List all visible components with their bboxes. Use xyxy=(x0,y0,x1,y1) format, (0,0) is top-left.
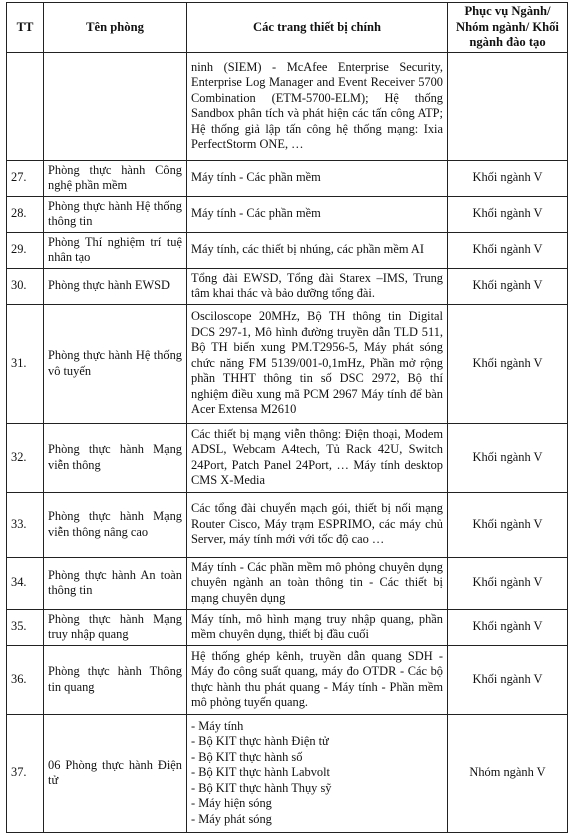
cell-serve: Khối ngành V xyxy=(448,492,568,557)
cell-serve: Khối ngành V xyxy=(448,609,568,645)
cell-tt: 34. xyxy=(7,557,44,609)
cell-serve xyxy=(448,52,568,160)
header-row xyxy=(7,3,568,53)
header-room-name: Tên phòng xyxy=(44,3,187,53)
cell-serve: Khối ngành V xyxy=(448,196,568,232)
cell-tt: 35. xyxy=(7,609,44,645)
table-row xyxy=(7,196,568,232)
cell-serve: Khối ngành V xyxy=(448,557,568,609)
cell-equipment: Tổng đài EWSD, Tổng đài Starex –IMS, Trung tâm khai thác và bảo dưỡng tổng đài. xyxy=(187,268,448,304)
cell-serve: Khối ngành V xyxy=(448,160,568,196)
cell-room xyxy=(44,52,187,160)
cell-serve: Khối ngành V xyxy=(448,268,568,304)
cell-room: Phòng Thí nghiệm trí tuệ nhân tạo xyxy=(44,232,187,268)
cell-tt: 28. xyxy=(7,196,44,232)
equipment-list-item: - Bộ KIT thực hành Thụy sỹ xyxy=(191,780,332,795)
equipment-list-item: - Máy phát sóng xyxy=(191,811,272,826)
cell-equipment: Máy tính - Các phần mềm mô phỏng chuyên dụng chuyên ngành an toàn thông tin - Các thiết bị mạng chuyên dụng xyxy=(187,557,448,609)
equipment-list-item: - Bộ KIT thực hành Labvolt xyxy=(191,765,330,780)
cell-tt: 29. xyxy=(7,232,44,268)
table-row xyxy=(7,714,568,832)
cell-room: Phòng thực hành Mạng viễn thông xyxy=(44,423,187,492)
cell-equipment: ninh (SIEM) - McAfee Enterprise Security, Enterprise Log Manager and Event Receiver 5700 Combination (ETM-5700-ELM); Hệ thống Sandbox phân tích và phát hiện các tấn công ATP; Hệ thống giả lập tấn công hệ thống mạng: Ixia PerfectStorm ONE, … xyxy=(187,52,448,160)
cell-tt: 30. xyxy=(7,268,44,304)
table-row xyxy=(7,492,568,557)
table-row xyxy=(7,268,568,304)
cell-equipment: Máy tính - Các phần mềm xyxy=(187,160,448,196)
table-row-continuation xyxy=(7,52,568,160)
header-tt: TT xyxy=(7,3,44,53)
cell-equipment xyxy=(187,714,448,832)
cell-equipment: Máy tính, mô hình mạng truy nhập quang, phần mềm chuyên dụng, thiết bị đầu cuối xyxy=(187,609,448,645)
cell-serve: Khối ngành V xyxy=(448,304,568,423)
cell-room: Phòng thực hành Mạng viễn thông nâng cao xyxy=(44,492,187,557)
header-serve: Phục vụ Ngành/ Nhóm ngành/ Khối ngành đào tạo xyxy=(448,3,568,53)
table-row xyxy=(7,645,568,714)
equipment-list-item: - Bộ KIT thực hành Điện tử xyxy=(191,734,329,749)
cell-room: Phòng thực hành An toàn thông tin xyxy=(44,557,187,609)
cell-room: 06 Phòng thực hành Điện tử xyxy=(44,714,187,832)
cell-tt: 27. xyxy=(7,160,44,196)
table-row xyxy=(7,557,568,609)
cell-tt: 37. xyxy=(7,714,44,832)
cell-equipment: Máy tính - Các phần mềm xyxy=(187,196,448,232)
cell-room: Phòng thực hành Mạng truy nhập quang xyxy=(44,609,187,645)
cell-room: Phòng thực hành Công nghệ phần mềm xyxy=(44,160,187,196)
cell-tt: 31. xyxy=(7,304,44,423)
cell-room: Phòng thực hành EWSD xyxy=(44,268,187,304)
cell-equipment: Máy tính, các thiết bị nhúng, các phần mềm AI xyxy=(187,232,448,268)
cell-tt xyxy=(7,52,44,160)
table-row xyxy=(7,304,568,423)
cell-tt: 32. xyxy=(7,423,44,492)
cell-room: Phòng thực hành Thông tin quang xyxy=(44,645,187,714)
cell-equipment: Các thiết bị mạng viễn thông: Điện thoại, Modem ADSL, Webcam A4tech, Tủ Rack 42U, Switch 24Port, Patch Panel 24Port, … Máy tính desktop CMS X-Media xyxy=(187,423,448,492)
cell-equipment: Osciloscope 20MHz, Bộ TH thông tin Digital DCS 297-1, Mô hình đường truyền dẫn TLD 511, Bộ TH biến xung PM.T2956-5, Máy phát sóng chức năng FM 5139/001-0,1mHz, Phần mở rộng phần THHT thông tin số DSC 2972, Bộ thí nghiệm điều xung mã PCM 2967 Máy tính để bàn Acer Extensa M2610 xyxy=(187,304,448,423)
cell-tt: 33. xyxy=(7,492,44,557)
cell-serve: Khối ngành V xyxy=(448,645,568,714)
cell-equipment: Hệ thống ghép kênh, truyền dẫn quang SDH - Máy đo công suất quang, máy đo OTDR - Các bộ thực hành thu phát quang - Máy tính - Phần mềm mô phỏng tuyến quang. xyxy=(187,645,448,714)
table-row xyxy=(7,423,568,492)
cell-tt: 36. xyxy=(7,645,44,714)
cell-serve: Khối ngành V xyxy=(448,423,568,492)
equipment-list-item: - Máy hiện sóng xyxy=(191,796,272,811)
cell-serve: Khối ngành V xyxy=(448,232,568,268)
cell-room: Phòng thực hành Hệ thống vô tuyến xyxy=(44,304,187,423)
table-row xyxy=(7,232,568,268)
equipment-list-item: - Máy tính xyxy=(191,718,244,733)
table-row xyxy=(7,160,568,196)
table-row xyxy=(7,609,568,645)
header-equipment: Các trang thiết bị chính xyxy=(187,3,448,53)
equipment-list-item: - Bộ KIT thực hành số xyxy=(191,749,303,764)
facilities-table xyxy=(6,2,568,833)
cell-serve: Nhóm ngành V xyxy=(448,714,568,832)
cell-room: Phòng thực hành Hệ thống thông tin xyxy=(44,196,187,232)
cell-equipment: Các tổng đài chuyển mạch gói, thiết bị nối mạng Router Cisco, Máy trạm ESPRIMO, các máy chủ Server, máy tính mới với tốc độ cao … xyxy=(187,492,448,557)
